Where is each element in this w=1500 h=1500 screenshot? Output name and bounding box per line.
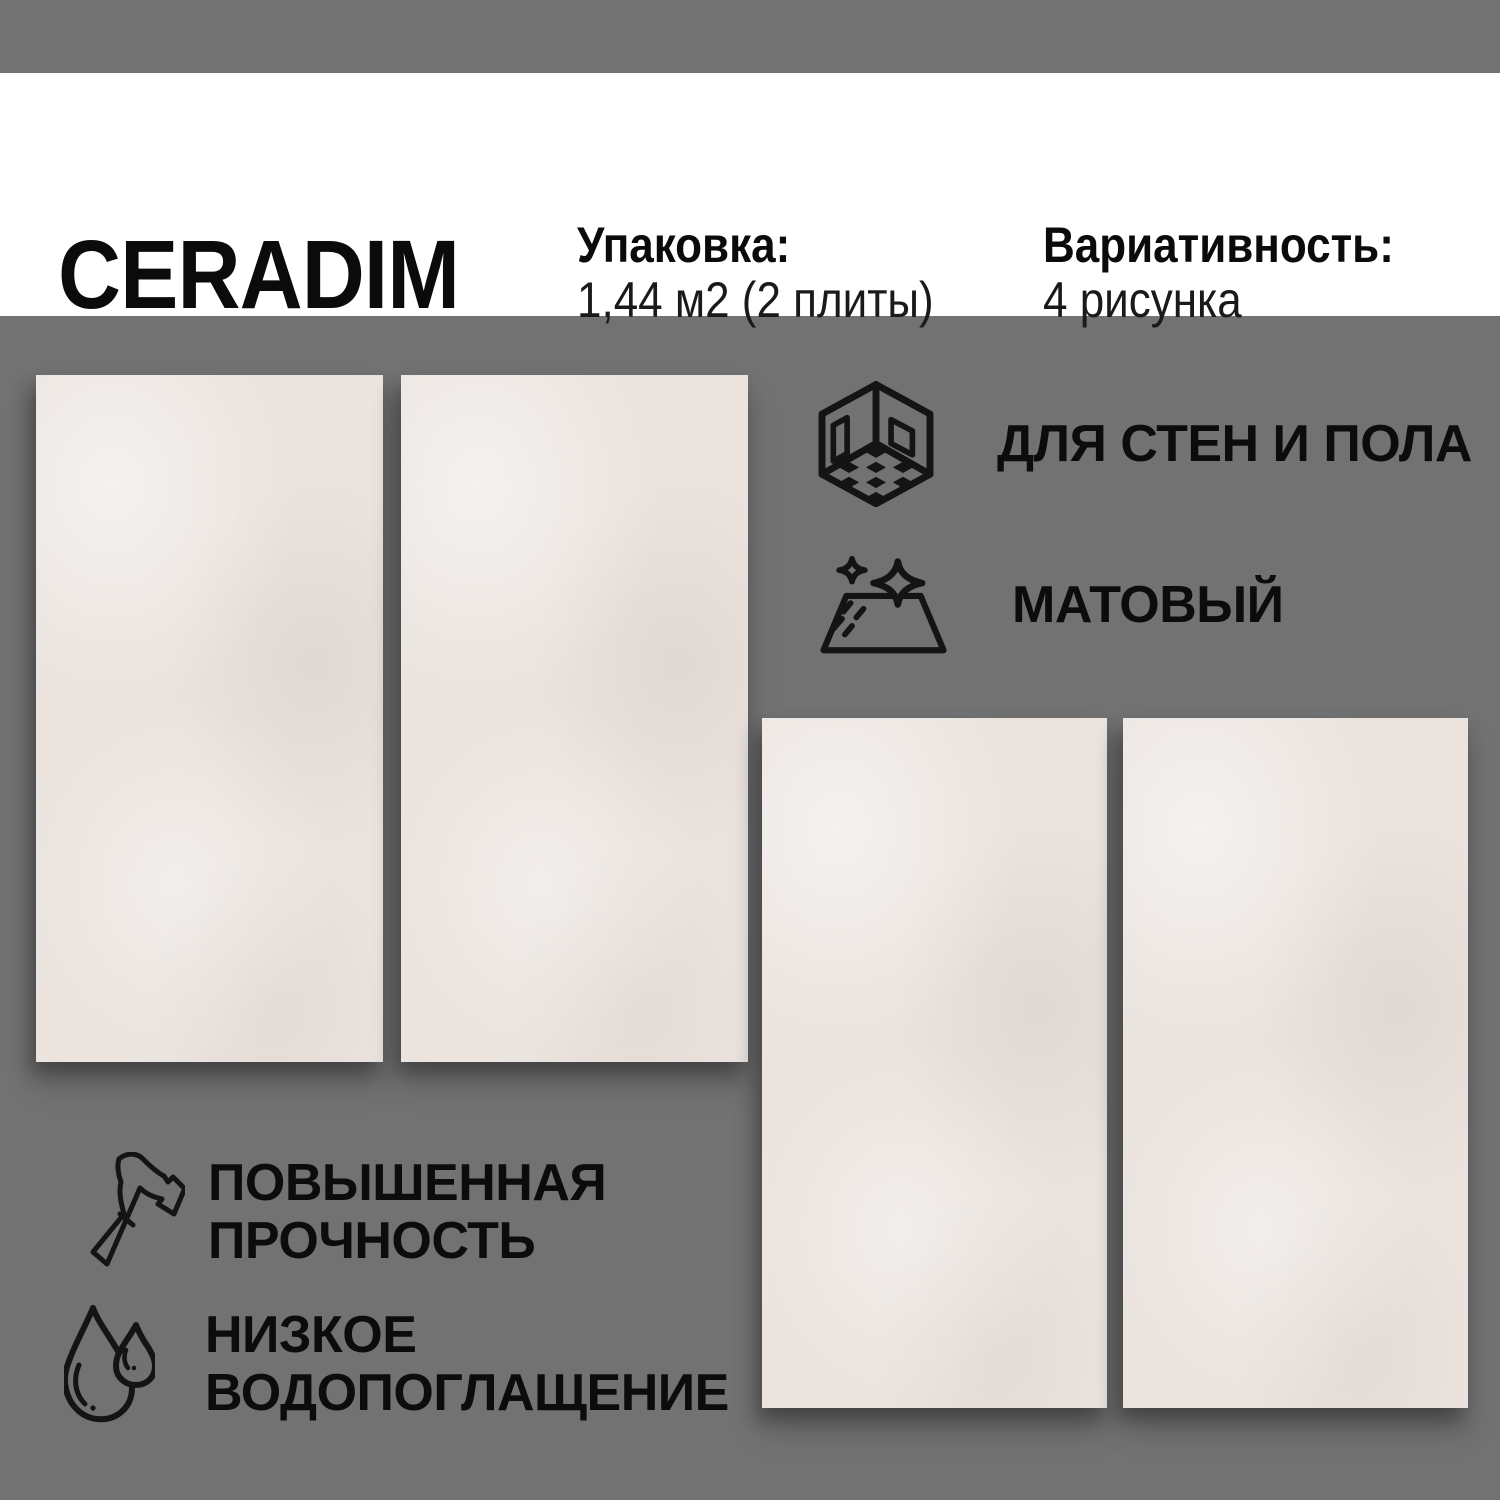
- feature-line: ПОВЫШЕННАЯ: [208, 1154, 607, 1212]
- variability-spec: [1043, 218, 1394, 328]
- water-drop-icon: [64, 1305, 155, 1423]
- header-band: [0, 73, 1500, 329]
- variability-label: Вариативность:: [1043, 217, 1394, 273]
- packaging-value: 1,44 м2 (2 плиты): [577, 272, 934, 328]
- feature-line: ПРОЧНОСТЬ: [208, 1212, 536, 1270]
- feature-matte: [812, 552, 1284, 657]
- feature-walls-floor: [817, 380, 1472, 507]
- feature-line: НИЗКОЕ: [205, 1306, 417, 1364]
- packaging-spec: [577, 218, 934, 328]
- feature-label: [205, 1306, 729, 1422]
- tile-sample-photo: [1123, 718, 1468, 1408]
- packaging-label: Упаковка:: [577, 217, 791, 273]
- feature-water-absorption: [64, 1302, 729, 1426]
- brand-logo: CERADIM: [58, 220, 460, 329]
- feature-label: ДЛЯ СТЕН И ПОЛА: [997, 414, 1472, 473]
- matte-sparkle-icon: [812, 553, 955, 656]
- tile-sample-photo: [401, 375, 748, 1062]
- feature-label: [208, 1154, 606, 1270]
- tile-sample-photo: [762, 718, 1107, 1408]
- feature-label: МАТОВЫЙ: [1012, 575, 1284, 634]
- variability-value: 4 рисунка: [1043, 272, 1242, 328]
- room-walls-floor-icon: [817, 380, 935, 507]
- tile-sample-photo: [36, 375, 383, 1062]
- hammer-strength-icon: [88, 1152, 185, 1273]
- feature-strength: [88, 1136, 606, 1288]
- feature-line: ВОДОПОГЛАЩЕНИЕ: [205, 1364, 729, 1422]
